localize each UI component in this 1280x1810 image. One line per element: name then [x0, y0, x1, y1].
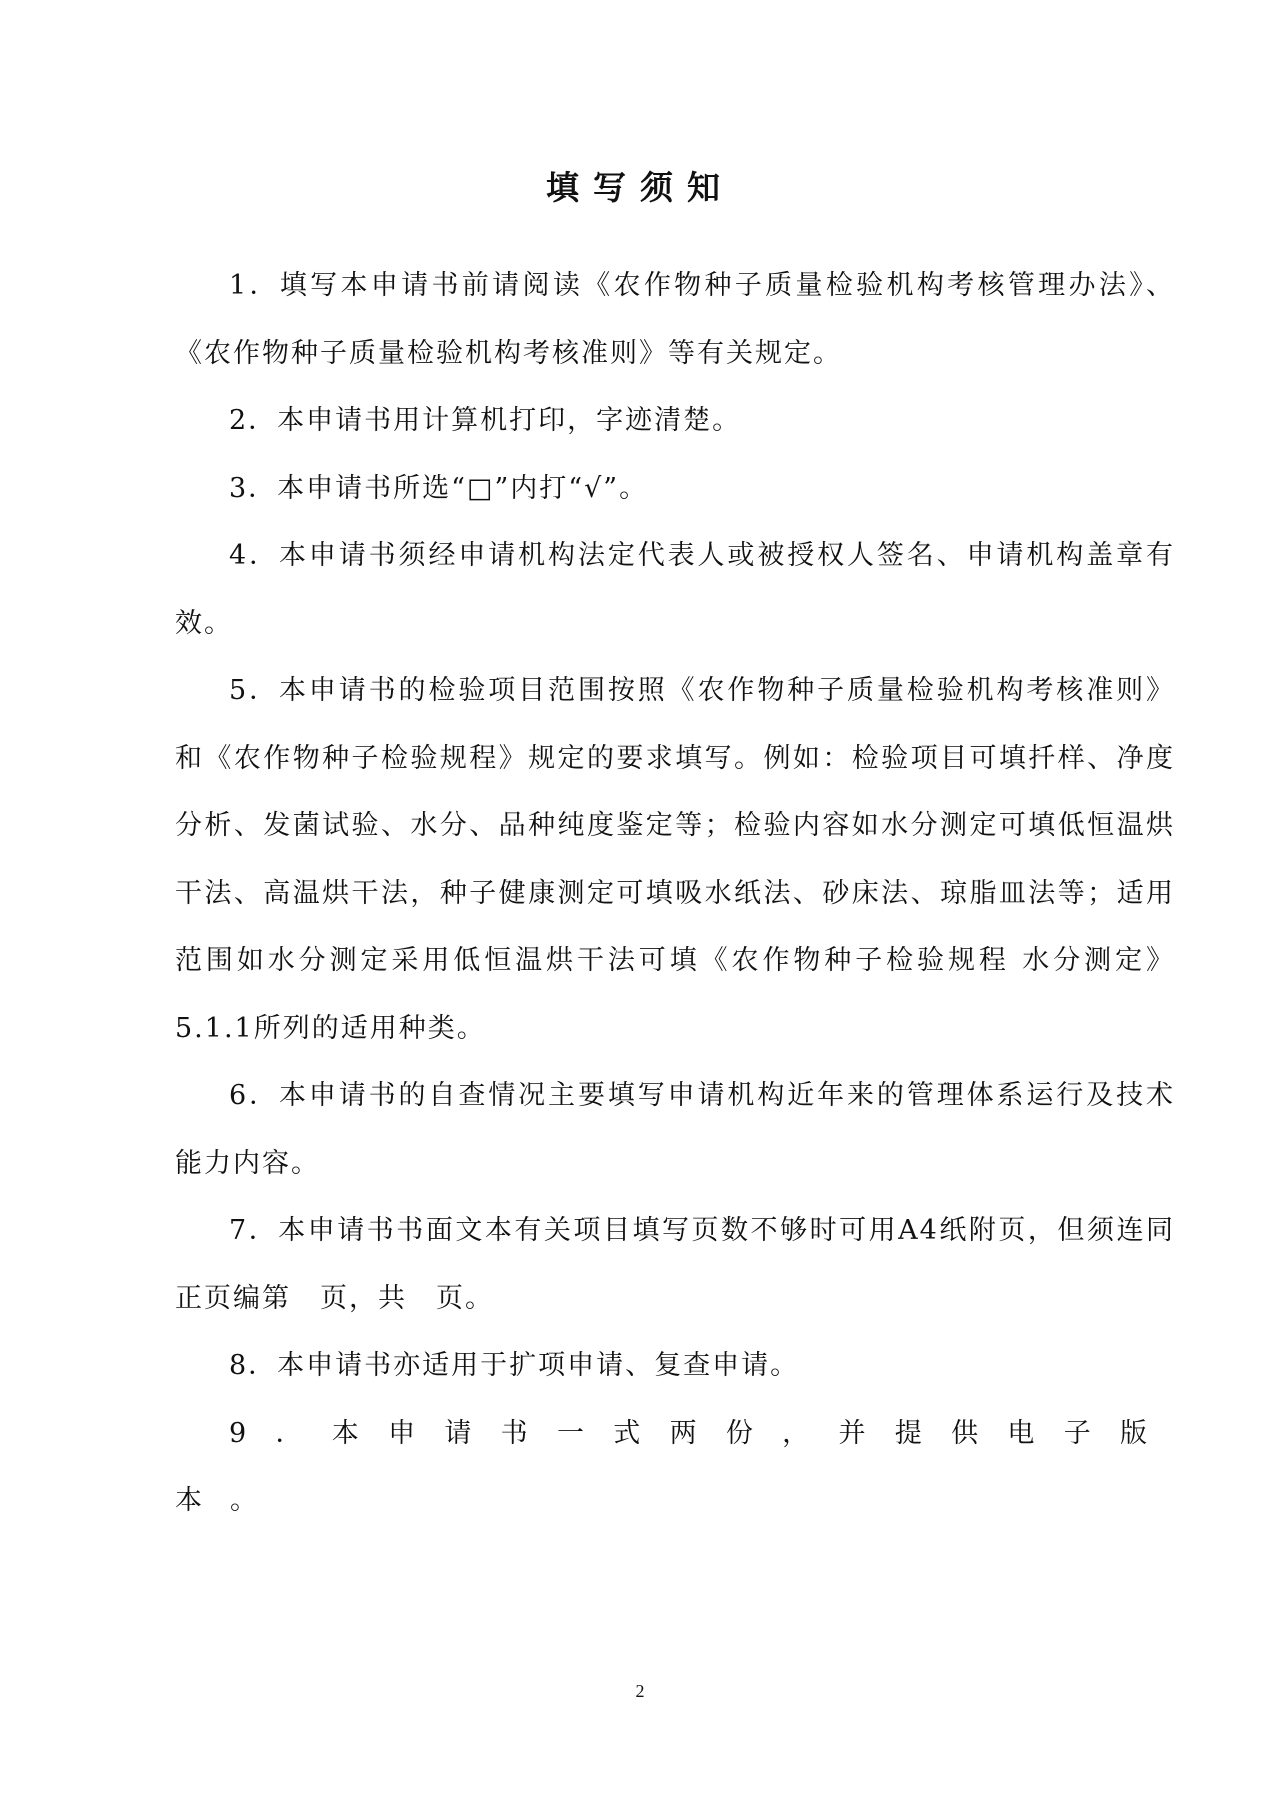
instruction-item-3: 3．本申请书所选“□”内打“√”。	[229, 472, 649, 504]
instruction-item-2: 2．本申请书用计算机打印，字迹清楚。	[229, 405, 742, 436]
instruction-item-4: 4．本申请书须经申请机构法定代表人或被授权人签名、申请机构盖章有效。	[175, 540, 1175, 639]
page-title: 填写须知	[546, 168, 734, 207]
instruction-item-5: 5．本申请书的检验项目范围按照《农作物种子质量检验机构考核准则》和《农作物种子检验规程》规定的要求填写。例如：检验项目可填扦样、净度分析、发菌试验、水分、品种纯度鉴定等；检验内容如水分测定可填低恒温烘干法、高温烘干法，种子健康测定可填吸水纸法、砂床法、琼脂皿法等；适用范围如水分测定采用低恒温烘干法可填《农作物种子检验规程 水分测定》5.1.1所列的适用种类。	[175, 675, 1175, 1044]
instruction-item-6: 6．本申请书的自查情况主要填写申请机构近年来的管理体系运行及技术能力内容。	[175, 1080, 1175, 1179]
instructions-list	[175, 252, 1175, 1535]
page-number: 2	[635, 1681, 645, 1701]
instruction-item-1: 1．填写本申请书前请阅读《农作物种子质量检验机构考核管理办法》、《农作物种子质量检验机构考核准则》等有关规定。	[175, 270, 1175, 369]
instruction-item-8: 8．本申请书亦适用于扩项申请、复查申请。	[229, 1350, 800, 1381]
instruction-item-9: 9．本申请书一式两份，并提供电子版本。	[175, 1417, 1175, 1516]
instruction-item-7: 7．本申请书书面文本有关项目填写页数不够时可用A4纸附页，但须连同正页编第 页，共 页。	[175, 1215, 1175, 1314]
